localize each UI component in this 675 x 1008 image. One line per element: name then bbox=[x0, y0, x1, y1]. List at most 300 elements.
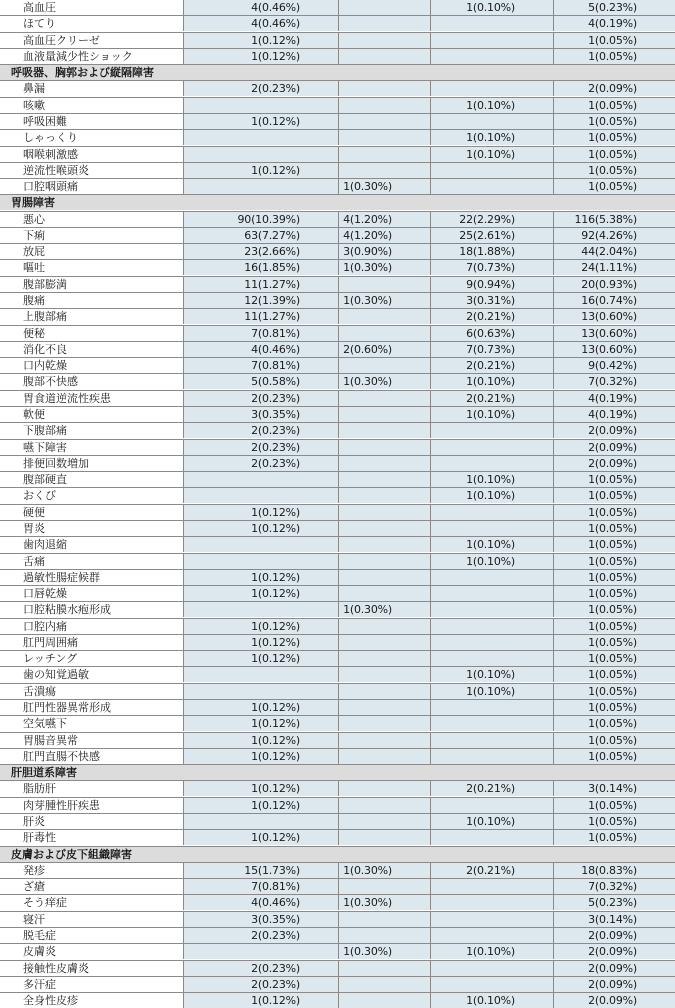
value-cell-col1: 2(0.23%) bbox=[183, 928, 338, 943]
event-name: 上腹部痛 bbox=[0, 309, 183, 324]
value-cell-col3 bbox=[430, 16, 553, 31]
event-name: 接触性皮膚炎 bbox=[0, 961, 183, 976]
event-name: 口腔粘膜水疱形成 bbox=[0, 602, 183, 617]
table-row bbox=[0, 390, 675, 406]
event-name: 肝炎 bbox=[0, 814, 183, 829]
event-name: 肉芽腫性肝疾患 bbox=[0, 798, 183, 813]
value-cell-col2 bbox=[338, 635, 430, 650]
value-cell-col1: 2(0.23%) bbox=[183, 961, 338, 976]
value-cell-col4: 13(0.60%) bbox=[553, 326, 675, 341]
value-cell-col3: 7(0.73%) bbox=[430, 260, 553, 275]
value-cell-col2: 1(0.30%) bbox=[338, 944, 430, 959]
event-name: 血液量減少性ショック bbox=[0, 49, 183, 64]
value-cell-col4: 1(0.05%) bbox=[553, 651, 675, 666]
event-name: 高血圧 bbox=[0, 0, 183, 15]
value-cell-col3: 2(0.21%) bbox=[430, 358, 553, 373]
value-cell-col1: 1(0.12%) bbox=[183, 635, 338, 650]
value-cell-col4: 2(0.09%) bbox=[553, 977, 675, 992]
value-cell-col1: 23(2.66%) bbox=[183, 244, 338, 259]
value-cell-col2: 1(0.30%) bbox=[338, 602, 430, 617]
value-cell-col4: 2(0.09%) bbox=[553, 993, 675, 1008]
value-cell-col2: 1(0.30%) bbox=[338, 895, 430, 910]
event-name: 逆流性喉頭炎 bbox=[0, 163, 183, 178]
value-cell-col3: 7(0.73%) bbox=[430, 342, 553, 357]
value-cell-col2 bbox=[338, 33, 430, 48]
value-cell-col1: 3(0.35%) bbox=[183, 912, 338, 927]
value-cell-col2 bbox=[338, 586, 430, 601]
value-cell-col2 bbox=[338, 16, 430, 31]
value-cell-col3 bbox=[430, 179, 553, 194]
value-cell-col1: 1(0.12%) bbox=[183, 619, 338, 634]
value-cell-col3: 3(0.31%) bbox=[430, 293, 553, 308]
value-cell-col1: 4(0.46%) bbox=[183, 342, 338, 357]
event-name: ほてり bbox=[0, 16, 183, 31]
value-cell-col3 bbox=[430, 163, 553, 178]
value-cell-col4: 3(0.14%) bbox=[553, 781, 675, 796]
event-name: そう痒症 bbox=[0, 895, 183, 910]
value-cell-col4: 4(0.19%) bbox=[553, 16, 675, 31]
value-cell-col2 bbox=[338, 619, 430, 634]
value-cell-col1: 5(0.58%) bbox=[183, 374, 338, 389]
event-name: 寝汗 bbox=[0, 912, 183, 927]
value-cell-col3 bbox=[430, 521, 553, 536]
table-row bbox=[0, 308, 675, 324]
event-name: 脱毛症 bbox=[0, 928, 183, 943]
value-cell-col2 bbox=[338, 993, 430, 1008]
table-row bbox=[0, 97, 675, 113]
table-row bbox=[0, 487, 675, 503]
value-cell-col1: 1(0.12%) bbox=[183, 651, 338, 666]
value-cell-col2: 1(0.30%) bbox=[338, 293, 430, 308]
event-name: 下腹部痛 bbox=[0, 423, 183, 438]
event-name: 悪心 bbox=[0, 212, 183, 227]
value-cell-col3: 25(2.61%) bbox=[430, 228, 553, 243]
value-cell-col2 bbox=[338, 716, 430, 731]
table-row bbox=[0, 113, 675, 129]
value-cell-col4: 7(0.32%) bbox=[553, 374, 675, 389]
value-cell-col3: 22(2.29%) bbox=[430, 212, 553, 227]
value-cell-col1: 4(0.46%) bbox=[183, 16, 338, 31]
event-name: 歯の知覚過敏 bbox=[0, 667, 183, 682]
event-name: しゃっくり bbox=[0, 130, 183, 145]
value-cell-col2: 4(1.20%) bbox=[338, 228, 430, 243]
value-cell-col1 bbox=[183, 179, 338, 194]
value-cell-col4: 2(0.09%) bbox=[553, 944, 675, 959]
event-name: 腹部不快感 bbox=[0, 374, 183, 389]
table-row bbox=[0, 373, 675, 389]
value-cell-col1 bbox=[183, 814, 338, 829]
value-cell-col1: 1(0.12%) bbox=[183, 586, 338, 601]
event-name: 脂肪肝 bbox=[0, 781, 183, 796]
table-row bbox=[0, 634, 675, 650]
value-cell-col3 bbox=[430, 114, 553, 129]
event-name: 咳嗽 bbox=[0, 98, 183, 113]
value-cell-col1: 63(7.27%) bbox=[183, 228, 338, 243]
event-name: 下痢 bbox=[0, 228, 183, 243]
value-cell-col1: 4(0.46%) bbox=[183, 895, 338, 910]
event-name: 腹痛 bbox=[0, 293, 183, 308]
table-row bbox=[0, 699, 675, 715]
event-name: 口唇乾燥 bbox=[0, 586, 183, 601]
event-name: 肛門性器異常形成 bbox=[0, 700, 183, 715]
value-cell-col2 bbox=[338, 440, 430, 455]
value-cell-col2 bbox=[338, 407, 430, 422]
value-cell-col3 bbox=[430, 570, 553, 585]
value-cell-col1: 7(0.81%) bbox=[183, 879, 338, 894]
value-cell-col4: 18(0.83%) bbox=[553, 863, 675, 878]
value-cell-col2 bbox=[338, 505, 430, 520]
table-row bbox=[0, 80, 675, 96]
value-cell-col4: 1(0.05%) bbox=[553, 488, 675, 503]
event-name: 肛門周囲痛 bbox=[0, 635, 183, 650]
value-cell-col3: 2(0.21%) bbox=[430, 781, 553, 796]
value-cell-col3: 1(0.10%) bbox=[430, 554, 553, 569]
event-name: 腹部膨満 bbox=[0, 277, 183, 292]
event-name: ざ瘡 bbox=[0, 879, 183, 894]
value-cell-col2 bbox=[338, 928, 430, 943]
value-cell-col3: 1(0.10%) bbox=[430, 537, 553, 552]
value-cell-col1 bbox=[183, 98, 338, 113]
value-cell-col4: 5(0.23%) bbox=[553, 0, 675, 15]
value-cell-col4: 7(0.32%) bbox=[553, 879, 675, 894]
value-cell-col3 bbox=[430, 440, 553, 455]
value-cell-col2 bbox=[338, 733, 430, 748]
table-row bbox=[0, 243, 675, 259]
value-cell-col4: 1(0.05%) bbox=[553, 130, 675, 145]
value-cell-col2 bbox=[338, 81, 430, 96]
event-name: 胃炎 bbox=[0, 521, 183, 536]
value-cell-col4: 1(0.05%) bbox=[553, 602, 675, 617]
value-cell-col3: 2(0.21%) bbox=[430, 863, 553, 878]
value-cell-col4: 1(0.05%) bbox=[553, 570, 675, 585]
value-cell-col1 bbox=[183, 667, 338, 682]
value-cell-col4: 1(0.05%) bbox=[553, 521, 675, 536]
value-cell-col2 bbox=[338, 554, 430, 569]
event-name: 呼吸困難 bbox=[0, 114, 183, 129]
value-cell-col4: 1(0.05%) bbox=[553, 49, 675, 64]
value-cell-col1: 2(0.23%) bbox=[183, 977, 338, 992]
value-cell-col3 bbox=[430, 651, 553, 666]
value-cell-col4: 16(0.74%) bbox=[553, 293, 675, 308]
value-cell-col3: 9(0.94%) bbox=[430, 277, 553, 292]
value-cell-col4: 9(0.42%) bbox=[553, 358, 675, 373]
value-cell-col1: 1(0.12%) bbox=[183, 114, 338, 129]
event-name: 多汗症 bbox=[0, 977, 183, 992]
value-cell-col3: 1(0.10%) bbox=[430, 684, 553, 699]
table-row bbox=[0, 276, 675, 292]
event-name: 肛門直腸不快感 bbox=[0, 749, 183, 764]
value-cell-col4: 3(0.14%) bbox=[553, 912, 675, 927]
value-cell-col3: 1(0.10%) bbox=[430, 98, 553, 113]
value-cell-col4: 1(0.05%) bbox=[553, 33, 675, 48]
value-cell-col2 bbox=[338, 358, 430, 373]
event-name: 排便回数増加 bbox=[0, 456, 183, 471]
event-name: 硬便 bbox=[0, 505, 183, 520]
value-cell-col3: 2(0.21%) bbox=[430, 391, 553, 406]
value-cell-col2 bbox=[338, 684, 430, 699]
value-cell-col3: 1(0.10%) bbox=[430, 944, 553, 959]
table-row bbox=[0, 683, 675, 699]
value-cell-col2 bbox=[338, 798, 430, 813]
table-row bbox=[0, 732, 675, 748]
value-cell-col4: 1(0.05%) bbox=[553, 98, 675, 113]
table-row bbox=[0, 780, 675, 796]
table-row bbox=[0, 878, 675, 894]
value-cell-col1: 1(0.12%) bbox=[183, 163, 338, 178]
table-row bbox=[0, 504, 675, 520]
value-cell-col3 bbox=[430, 586, 553, 601]
value-cell-col4: 1(0.05%) bbox=[553, 586, 675, 601]
value-cell-col4: 92(4.26%) bbox=[553, 228, 675, 243]
table-row bbox=[0, 943, 675, 959]
event-name: 放屁 bbox=[0, 244, 183, 259]
value-cell-col2: 2(0.60%) bbox=[338, 342, 430, 357]
table-row bbox=[0, 748, 675, 764]
table-row bbox=[0, 227, 675, 243]
value-cell-col4: 1(0.05%) bbox=[553, 700, 675, 715]
value-cell-col4: 1(0.05%) bbox=[553, 554, 675, 569]
value-cell-col2 bbox=[338, 537, 430, 552]
value-cell-col1: 90(10.39%) bbox=[183, 212, 338, 227]
value-cell-col1 bbox=[183, 130, 338, 145]
value-cell-col2 bbox=[338, 391, 430, 406]
table-row bbox=[0, 813, 675, 829]
table-row bbox=[0, 292, 675, 308]
value-cell-col1: 1(0.12%) bbox=[183, 781, 338, 796]
value-cell-col1: 2(0.23%) bbox=[183, 456, 338, 471]
event-name: 高血圧クリーゼ bbox=[0, 33, 183, 48]
event-name: 口腔咽頭痛 bbox=[0, 179, 183, 194]
value-cell-col1 bbox=[183, 472, 338, 487]
value-cell-col2 bbox=[338, 163, 430, 178]
value-cell-col1: 1(0.12%) bbox=[183, 733, 338, 748]
value-cell-col3: 1(0.10%) bbox=[430, 130, 553, 145]
value-cell-col4: 1(0.05%) bbox=[553, 733, 675, 748]
category-label: 胃腸障害 bbox=[11, 196, 55, 210]
event-name: 全身性皮疹 bbox=[0, 993, 183, 1008]
table-row bbox=[0, 960, 675, 976]
value-cell-col2 bbox=[338, 814, 430, 829]
value-cell-col3 bbox=[430, 619, 553, 634]
table-row bbox=[0, 439, 675, 455]
event-name: 胃腸音異常 bbox=[0, 733, 183, 748]
table-row bbox=[0, 715, 675, 731]
event-name: 嘔吐 bbox=[0, 260, 183, 275]
table-row bbox=[0, 829, 675, 845]
value-cell-col2 bbox=[338, 961, 430, 976]
value-cell-col1 bbox=[183, 684, 338, 699]
event-name: 軟便 bbox=[0, 407, 183, 422]
value-cell-col4: 1(0.05%) bbox=[553, 163, 675, 178]
table-row bbox=[0, 601, 675, 617]
event-name: 舌痛 bbox=[0, 554, 183, 569]
value-cell-col3 bbox=[430, 505, 553, 520]
value-cell-col2 bbox=[338, 651, 430, 666]
value-cell-col2 bbox=[338, 98, 430, 113]
value-cell-col2 bbox=[338, 130, 430, 145]
value-cell-col3 bbox=[430, 716, 553, 731]
value-cell-col3 bbox=[430, 830, 553, 845]
value-cell-col2 bbox=[338, 49, 430, 64]
value-cell-col4: 5(0.23%) bbox=[553, 895, 675, 910]
table-row bbox=[0, 0, 675, 15]
event-name: 肝毒性 bbox=[0, 830, 183, 845]
table-row bbox=[0, 553, 675, 569]
table-row bbox=[0, 129, 675, 145]
table-row bbox=[0, 325, 675, 341]
value-cell-col1: 7(0.81%) bbox=[183, 358, 338, 373]
value-cell-col1: 1(0.12%) bbox=[183, 749, 338, 764]
value-cell-col1 bbox=[183, 488, 338, 503]
value-cell-col4: 13(0.60%) bbox=[553, 309, 675, 324]
value-cell-col1 bbox=[183, 147, 338, 162]
table-row bbox=[0, 618, 675, 634]
value-cell-col3: 18(1.88%) bbox=[430, 244, 553, 259]
value-cell-col3 bbox=[430, 423, 553, 438]
value-cell-col2 bbox=[338, 147, 430, 162]
value-cell-col4: 20(0.93%) bbox=[553, 277, 675, 292]
value-cell-col1: 3(0.35%) bbox=[183, 407, 338, 422]
value-cell-col3: 2(0.21%) bbox=[430, 309, 553, 324]
value-cell-col4: 1(0.05%) bbox=[553, 684, 675, 699]
table-row bbox=[0, 422, 675, 438]
value-cell-col3: 1(0.10%) bbox=[430, 374, 553, 389]
value-cell-col3: 1(0.10%) bbox=[430, 472, 553, 487]
event-name: 歯肉退縮 bbox=[0, 537, 183, 552]
value-cell-col4: 2(0.09%) bbox=[553, 440, 675, 455]
value-cell-col4: 1(0.05%) bbox=[553, 537, 675, 552]
value-cell-col4: 1(0.05%) bbox=[553, 830, 675, 845]
value-cell-col1: 1(0.12%) bbox=[183, 33, 338, 48]
value-cell-col3: 1(0.10%) bbox=[430, 147, 553, 162]
value-cell-col3: 1(0.10%) bbox=[430, 488, 553, 503]
table-row bbox=[0, 48, 675, 64]
table-row bbox=[0, 471, 675, 487]
value-cell-col2: 1(0.30%) bbox=[338, 260, 430, 275]
value-cell-col2 bbox=[338, 912, 430, 927]
event-name: 腹部硬直 bbox=[0, 472, 183, 487]
value-cell-col2: 1(0.30%) bbox=[338, 863, 430, 878]
value-cell-col4: 1(0.05%) bbox=[553, 798, 675, 813]
category-row bbox=[0, 64, 675, 80]
category-row bbox=[0, 764, 675, 780]
table-row bbox=[0, 15, 675, 31]
category-label: 肝胆道系障害 bbox=[11, 766, 77, 780]
value-cell-col3: 1(0.10%) bbox=[430, 814, 553, 829]
value-cell-col4: 1(0.05%) bbox=[553, 505, 675, 520]
value-cell-col3 bbox=[430, 456, 553, 471]
category-label: 呼吸器、胸郭および縦隔障害 bbox=[11, 66, 154, 80]
value-cell-col1: 1(0.12%) bbox=[183, 830, 338, 845]
value-cell-col4: 116(5.38%) bbox=[553, 212, 675, 227]
event-name: 発疹 bbox=[0, 863, 183, 878]
value-cell-col4: 24(1.11%) bbox=[553, 260, 675, 275]
value-cell-col1: 12(1.39%) bbox=[183, 293, 338, 308]
value-cell-col2 bbox=[338, 472, 430, 487]
value-cell-col4: 2(0.09%) bbox=[553, 928, 675, 943]
value-cell-col1: 1(0.12%) bbox=[183, 716, 338, 731]
table-row bbox=[0, 520, 675, 536]
value-cell-col4: 13(0.60%) bbox=[553, 342, 675, 357]
value-cell-col2 bbox=[338, 326, 430, 341]
value-cell-col1: 4(0.46%) bbox=[183, 0, 338, 15]
value-cell-col2: 3(0.90%) bbox=[338, 244, 430, 259]
value-cell-col3 bbox=[430, 977, 553, 992]
value-cell-col1: 1(0.12%) bbox=[183, 505, 338, 520]
value-cell-col4: 1(0.05%) bbox=[553, 667, 675, 682]
value-cell-col2 bbox=[338, 0, 430, 15]
value-cell-col3 bbox=[430, 961, 553, 976]
value-cell-col2: 1(0.30%) bbox=[338, 179, 430, 194]
value-cell-col1: 11(1.27%) bbox=[183, 277, 338, 292]
value-cell-col2: 1(0.30%) bbox=[338, 374, 430, 389]
value-cell-col2: 4(1.20%) bbox=[338, 212, 430, 227]
value-cell-col1 bbox=[183, 944, 338, 959]
value-cell-col2 bbox=[338, 488, 430, 503]
category-row bbox=[0, 846, 675, 862]
event-name: 咽喉刺激感 bbox=[0, 147, 183, 162]
event-name: 便秘 bbox=[0, 326, 183, 341]
table-row bbox=[0, 536, 675, 552]
value-cell-col4: 1(0.05%) bbox=[553, 635, 675, 650]
table-row bbox=[0, 666, 675, 682]
value-cell-col1 bbox=[183, 602, 338, 617]
value-cell-col2 bbox=[338, 114, 430, 129]
value-cell-col2 bbox=[338, 830, 430, 845]
value-cell-col2 bbox=[338, 456, 430, 471]
value-cell-col4: 44(2.04%) bbox=[553, 244, 675, 259]
value-cell-col1: 11(1.27%) bbox=[183, 309, 338, 324]
value-cell-col3 bbox=[430, 81, 553, 96]
event-name: 消化不良 bbox=[0, 342, 183, 357]
table-row bbox=[0, 976, 675, 992]
table-row bbox=[0, 178, 675, 194]
value-cell-col1: 1(0.12%) bbox=[183, 798, 338, 813]
value-cell-col1 bbox=[183, 554, 338, 569]
event-name: 空気嚥下 bbox=[0, 716, 183, 731]
value-cell-col2 bbox=[338, 521, 430, 536]
value-cell-col2 bbox=[338, 277, 430, 292]
value-cell-col3 bbox=[430, 733, 553, 748]
table-row bbox=[0, 894, 675, 910]
table-row bbox=[0, 406, 675, 422]
table-row bbox=[0, 650, 675, 666]
value-cell-col4: 2(0.09%) bbox=[553, 81, 675, 96]
table-row bbox=[0, 211, 675, 227]
value-cell-col3 bbox=[430, 798, 553, 813]
value-cell-col4: 4(0.19%) bbox=[553, 407, 675, 422]
value-cell-col2 bbox=[338, 309, 430, 324]
event-name: 嚥下障害 bbox=[0, 440, 183, 455]
value-cell-col1: 1(0.12%) bbox=[183, 49, 338, 64]
value-cell-col3: 6(0.63%) bbox=[430, 326, 553, 341]
value-cell-col1 bbox=[183, 537, 338, 552]
event-name: 皮膚炎 bbox=[0, 944, 183, 959]
value-cell-col1: 2(0.23%) bbox=[183, 81, 338, 96]
value-cell-col1: 16(1.85%) bbox=[183, 260, 338, 275]
value-cell-col4: 2(0.09%) bbox=[553, 423, 675, 438]
event-name: 過敏性腸症候群 bbox=[0, 570, 183, 585]
table-row bbox=[0, 797, 675, 813]
value-cell-col1: 1(0.12%) bbox=[183, 700, 338, 715]
value-cell-col4: 1(0.05%) bbox=[553, 619, 675, 634]
value-cell-col3 bbox=[430, 879, 553, 894]
table-row bbox=[0, 162, 675, 178]
event-name: 鼻漏 bbox=[0, 81, 183, 96]
value-cell-col3 bbox=[430, 928, 553, 943]
value-cell-col1: 1(0.12%) bbox=[183, 570, 338, 585]
table-row bbox=[0, 585, 675, 601]
